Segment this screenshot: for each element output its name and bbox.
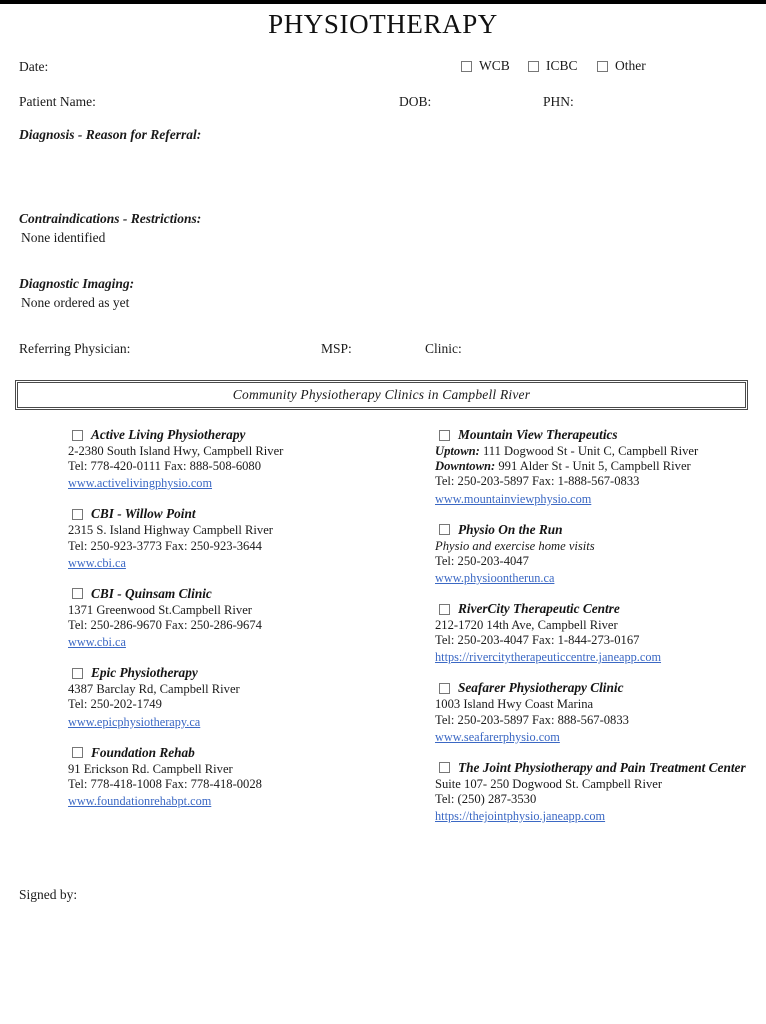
checkbox-foundation-rehab[interactable] xyxy=(72,747,83,758)
clinic-detail-line: Tel: 778-418-1008 Fax: 778-418-0028 xyxy=(68,776,262,791)
clinic-entry-cbi-quinsam-clinic xyxy=(68,586,408,651)
clinic-name-rivercity-therapeutic-centre: RiverCity Therapeutic Centre xyxy=(458,601,620,617)
clinic-location-label: Downtown: xyxy=(435,459,496,474)
diagnostic-imaging-value[interactable]: None ordered as yet xyxy=(21,295,130,310)
checkbox-mountain-view-therapeutics[interactable] xyxy=(439,430,450,441)
clinic-detail-line: 4387 Barclay Rd, Campbell River xyxy=(68,682,240,697)
clinic-name-foundation-rehab: Foundation Rehab xyxy=(91,744,195,760)
clinic-entry-active-living-physiotherapy xyxy=(68,427,408,492)
clinic-name-epic-physiotherapy: Epic Physiotherapy xyxy=(91,665,198,681)
clinic-detail-line: 1371 Greenwood St.Campbell River xyxy=(68,602,252,617)
msp-label: MSP: xyxy=(321,341,352,356)
clinic-detail-line: Tel: 250-203-4047 xyxy=(435,553,529,568)
clinic-name-cbi-quinsam-clinic: CBI - Quinsam Clinic xyxy=(91,585,212,601)
clinic-header-cbi-quinsam-clinic[interactable] xyxy=(68,586,408,602)
clinic-detail-line: 1003 Island Hwy Coast Marina xyxy=(435,697,594,712)
clinic-detail-line: Tel: 250-286-9670 Fax: 250-286-9674 xyxy=(68,618,262,633)
funding-option-icbc-label: ICBC xyxy=(546,58,578,73)
clinic-entry-epic-physiotherapy xyxy=(68,665,408,730)
clinic-column-left xyxy=(68,427,408,824)
clinic-name-mountain-view-therapeutics: Mountain View Therapeutics xyxy=(458,427,618,442)
dob-label: DOB: xyxy=(399,94,432,109)
clinic-entry-rivercity-therapeutic-centre xyxy=(435,601,765,666)
date-label: Date: xyxy=(19,59,49,74)
checkbox-physio-on-the-run[interactable] xyxy=(439,524,450,535)
clinic-detail-line xyxy=(435,459,765,474)
clinic-header-mountain-view-therapeutics[interactable] xyxy=(435,427,765,443)
clinic-header-active-living-physiotherapy[interactable] xyxy=(68,427,408,443)
checkbox-seafarer-physiotherapy-clinic[interactable] xyxy=(439,683,450,694)
clinic-name-physio-on-the-run: Physio On the Run xyxy=(458,521,563,537)
contraindications-label: Contraindications - Restrictions: xyxy=(19,211,202,226)
clinic-detail-line: Tel: 250-203-5897 Fax: 888-567-0833 xyxy=(435,712,629,727)
contraindications-value[interactable]: None identified xyxy=(21,230,106,245)
checkbox-other[interactable] xyxy=(597,61,608,72)
page-top-rule xyxy=(0,0,766,4)
checkbox-cbi-quinsam-clinic[interactable] xyxy=(72,588,83,599)
directory-banner-text: Community Physiotherapy Clinics in Campbell River xyxy=(232,387,531,402)
checkbox-epic-physiotherapy[interactable] xyxy=(72,668,83,679)
clinic-website-link-seafarer-physiotherapy-clinic[interactable]: www.seafarerphysio.com xyxy=(435,729,560,744)
clinic-website-link-the-joint-physiotherapy-and-pain-treatment-center[interactable]: https://thejointphysio.janeapp.com xyxy=(435,809,606,824)
clinic-detail-line: 91 Erickson Rd. Campbell River xyxy=(68,761,233,776)
clinic-header-the-joint-physiotherapy-and-pain-treatment-center[interactable] xyxy=(435,760,765,776)
phn-label: PHN: xyxy=(543,94,574,109)
clinic-location-text: 111 Dogwood St - Unit C, Campbell River xyxy=(479,444,699,458)
clinic-detail-line: 212-1720 14th Ave, Campbell River xyxy=(435,618,618,633)
clinic-detail-line xyxy=(435,444,765,459)
diagnostic-imaging-label: Diagnostic Imaging: xyxy=(19,276,135,291)
clinic-header-epic-physiotherapy[interactable] xyxy=(68,665,408,681)
clinic-website-link-foundation-rehab[interactable]: www.foundationrehabpt.com xyxy=(68,794,212,809)
clinic-name-seafarer-physiotherapy-clinic: Seafarer Physiotherapy Clinic xyxy=(458,680,624,696)
patient-name-label: Patient Name: xyxy=(19,94,96,109)
clinic-entry-cbi-willow-point xyxy=(68,506,408,571)
clinic-entry-seafarer-physiotherapy-clinic xyxy=(435,680,765,745)
clinic-detail-line: Tel: 250-202-1749 xyxy=(68,697,162,712)
clinic-detail-line: Tel: 250-203-4047 Fax: 1-844-273-0167 xyxy=(435,633,640,648)
diagnosis-label: Diagnosis - Reason for Referral: xyxy=(19,127,202,142)
clinic-column-right xyxy=(435,427,765,839)
clinic-website-link-rivercity-therapeutic-centre[interactable]: https://rivercitytherapeuticcentre.janeapp.com xyxy=(435,650,662,665)
funding-option-other-label: Other xyxy=(615,58,646,73)
clinic-detail-line: 2315 S. Island Highway Campbell River xyxy=(68,523,273,538)
clinic-entry-physio-on-the-run xyxy=(435,522,765,587)
clinic-detail-line: Suite 107- 250 Dogwood St. Campbell River xyxy=(435,776,663,791)
clinic-website-link-active-living-physiotherapy[interactable]: www.activelivingphysio.com xyxy=(68,476,213,491)
directory-banner xyxy=(15,380,748,410)
signed-by-label: Signed by: xyxy=(19,887,78,902)
checkbox-active-living-physiotherapy[interactable] xyxy=(72,430,83,441)
checkbox-rivercity-therapeutic-centre[interactable] xyxy=(439,604,450,615)
funding-option-wcb-label: WCB xyxy=(479,58,510,73)
funding-option-icbc[interactable] xyxy=(528,58,578,74)
clinic-header-seafarer-physiotherapy-clinic[interactable] xyxy=(435,680,765,696)
clinic-detail-line: Physio and exercise home visits xyxy=(435,538,595,553)
checkbox-wcb[interactable] xyxy=(461,61,472,72)
clinic-name-the-joint-physiotherapy-and-pain-treatment-center: The Joint Physiotherapy and Pain Treatment Center xyxy=(458,759,746,775)
clinic-location-label: Uptown: xyxy=(435,444,480,458)
clinic-header-cbi-willow-point[interactable] xyxy=(68,506,408,522)
clinic-detail-line: Tel: 778-420-0111 Fax: 888-508-6080 xyxy=(68,459,262,474)
clinic-name-cbi-willow-point: CBI - Willow Point xyxy=(91,506,196,522)
page-title: PHYSIOTHERAPY xyxy=(268,9,498,39)
clinic-detail-line: Tel: 250-923-3773 Fax: 250-923-3644 xyxy=(68,538,262,553)
checkbox-icbc[interactable] xyxy=(528,61,539,72)
clinic-name-active-living-physiotherapy: Active Living Physiotherapy xyxy=(91,427,246,442)
clinic-website-link-epic-physiotherapy[interactable]: www.epicphysiotherapy.ca xyxy=(68,714,201,729)
checkbox-the-joint-physiotherapy-and-pain-treatment-center[interactable] xyxy=(439,762,450,773)
clinic-entry-the-joint-physiotherapy-and-pain-treatment-center xyxy=(435,760,765,825)
directory-banner-inner xyxy=(17,382,746,408)
clinic-website-link-physio-on-the-run[interactable]: www.physioontherun.ca xyxy=(435,571,555,586)
clinic-detail-line: Tel: (250) 287-3530 xyxy=(435,792,537,807)
clinic-entry-mountain-view-therapeutics xyxy=(435,427,765,508)
funding-option-wcb[interactable] xyxy=(461,58,510,74)
clinic-entry-foundation-rehab xyxy=(68,745,408,810)
clinic-detail-line: 2-2380 South Island Hwy, Campbell River xyxy=(68,444,284,458)
clinic-location-text: 991 Alder St - Unit 5, Campbell River xyxy=(495,459,691,474)
referring-physician-label: Referring Physician: xyxy=(19,341,131,356)
clinic-header-foundation-rehab[interactable] xyxy=(68,745,408,761)
clinic-website-link-mountain-view-therapeutics[interactable]: www.mountainviewphysio.com xyxy=(435,491,592,506)
clinic-website-link-cbi-willow-point[interactable]: www.cbi.ca xyxy=(68,555,126,570)
clinic-header-physio-on-the-run[interactable] xyxy=(435,522,765,538)
clinic-label: Clinic: xyxy=(425,341,462,356)
clinic-website-link-cbi-quinsam-clinic[interactable]: www.cbi.ca xyxy=(68,635,126,650)
clinic-header-rivercity-therapeutic-centre[interactable] xyxy=(435,601,765,617)
checkbox-cbi-willow-point[interactable] xyxy=(72,509,83,520)
clinic-detail-line: Tel: 250-203-5897 Fax: 1-888-567-0833 xyxy=(435,474,640,489)
funding-option-other[interactable] xyxy=(597,58,646,74)
